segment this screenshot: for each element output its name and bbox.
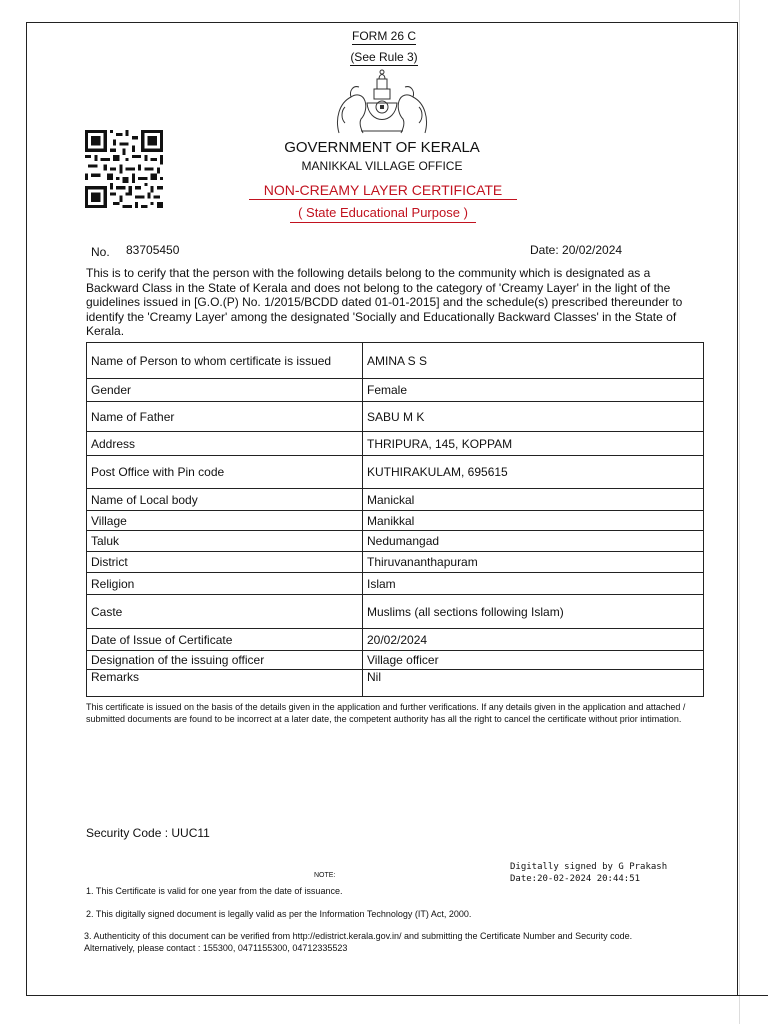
table-row bbox=[87, 511, 704, 531]
note-heading: NOTE: bbox=[314, 872, 336, 879]
row-label: Name of Local body bbox=[87, 489, 363, 511]
row-label: Name of Person to whom certificate is issued bbox=[87, 343, 363, 379]
kerala-state-emblem-icon bbox=[331, 67, 433, 137]
row-value: Nedumangad bbox=[363, 531, 704, 552]
row-value: Nil bbox=[363, 670, 704, 697]
row-label: Address bbox=[87, 432, 363, 456]
row-value: Islam bbox=[363, 573, 704, 595]
government-title: GOVERNMENT OF KERALA bbox=[284, 139, 480, 156]
row-label: Caste bbox=[87, 595, 363, 629]
table-row bbox=[87, 531, 704, 552]
table-row bbox=[87, 402, 704, 432]
row-value: 20/02/2024 bbox=[363, 629, 704, 651]
certificate-purpose: ( State Educational Purpose ) bbox=[298, 205, 468, 220]
row-value: Female bbox=[363, 379, 704, 402]
table-row bbox=[87, 552, 704, 573]
details-table bbox=[86, 342, 704, 697]
table-row bbox=[87, 379, 704, 402]
note-item: 3. Authenticity of this document can be verified from http://edistrict.kerala.gov.in/ and submitting the Certificate Number and Security code. Alternatively, please contact : 155300, 0471155300, 04712335523 bbox=[84, 931, 633, 953]
certificate-purpose-underline bbox=[290, 222, 476, 223]
row-label: Designation of the issuing officer bbox=[87, 651, 363, 670]
note-item: 2. This digitally signed document is legally valid as per the Information Technology (IT) Act, 2000. bbox=[86, 909, 472, 919]
row-value: AMINA S S bbox=[363, 343, 704, 379]
page-edge-tick bbox=[738, 995, 768, 996]
row-label: Taluk bbox=[87, 531, 363, 552]
signature-signer: Digitally signed by G Prakash bbox=[510, 862, 668, 872]
row-value: Muslims (all sections following Islam) bbox=[363, 595, 704, 629]
row-label: Post Office with Pin code bbox=[87, 456, 363, 489]
certificate-title: NON-CREAMY LAYER CERTIFICATE bbox=[263, 182, 503, 198]
row-value: Village officer bbox=[363, 651, 704, 670]
village-office: MANIKKAL VILLAGE OFFICE bbox=[301, 159, 463, 173]
row-value: KUTHIRAKULAM, 695615 bbox=[363, 456, 704, 489]
table-row bbox=[87, 670, 704, 697]
row-value: THRIPURA, 145, KOPPAM bbox=[363, 432, 704, 456]
digital-signature bbox=[510, 861, 667, 885]
row-label: Date of Issue of Certificate bbox=[87, 629, 363, 651]
security-code: Security Code : UUC11 bbox=[86, 826, 210, 840]
table-row bbox=[87, 489, 704, 511]
certificate-date: Date: 20/02/2024 bbox=[530, 243, 623, 257]
row-value: Thiruvananthapuram bbox=[363, 552, 704, 573]
row-value: Manickal bbox=[363, 489, 704, 511]
note-item: 1. This Certificate is valid for one year from the date of issuance. bbox=[86, 886, 343, 896]
row-label: Village bbox=[87, 511, 363, 531]
table-row bbox=[87, 343, 704, 379]
table-row bbox=[87, 573, 704, 595]
table-row bbox=[87, 595, 704, 629]
table-row bbox=[87, 456, 704, 489]
row-label: Gender bbox=[87, 379, 363, 402]
row-label: Remarks bbox=[87, 670, 363, 697]
certificate-title-underline bbox=[249, 199, 517, 200]
table-row bbox=[87, 629, 704, 651]
row-label: District bbox=[87, 552, 363, 573]
page-edge-line bbox=[739, 0, 740, 1024]
qr-code-icon bbox=[84, 130, 164, 208]
form-title: FORM 26 C bbox=[351, 29, 416, 43]
intro-paragraph: This is to cerify that the person with the following details belong to the community which is designated as a Backward Class in the State of Kerala and does not belong to the category of 'Creamy Layer' in the light of the guidelines issued in [G.O.(P) No. 1/2015/BCDD dated 01-01-2015] and the schedule(s) prescribed thereunder to identify the 'Creamy Layer' among the designated 'Socially and Educationally Backward Classes' in the State of Kerala. bbox=[86, 266, 683, 339]
see-rule: (See Rule 3) bbox=[350, 50, 418, 64]
row-label: Religion bbox=[87, 573, 363, 595]
certificate-number-label: No. bbox=[91, 245, 110, 259]
table-row bbox=[87, 651, 704, 670]
row-label: Name of Father bbox=[87, 402, 363, 432]
signature-date: Date:20-02-2024 20:44:51 bbox=[510, 874, 641, 884]
row-value: Manikkal bbox=[363, 511, 704, 531]
certificate-number: 83705450 bbox=[126, 243, 180, 257]
disclaimer-text: This certificate is issued on the basis of the details given in the application and further verifications. If any details given in the application and attached / submitted documents are found to be incorrect at a later date, the competent authority has all the right to cancel the certificate without prior intimation. bbox=[86, 702, 686, 724]
row-value: SABU M K bbox=[363, 402, 704, 432]
table-row bbox=[87, 432, 704, 456]
